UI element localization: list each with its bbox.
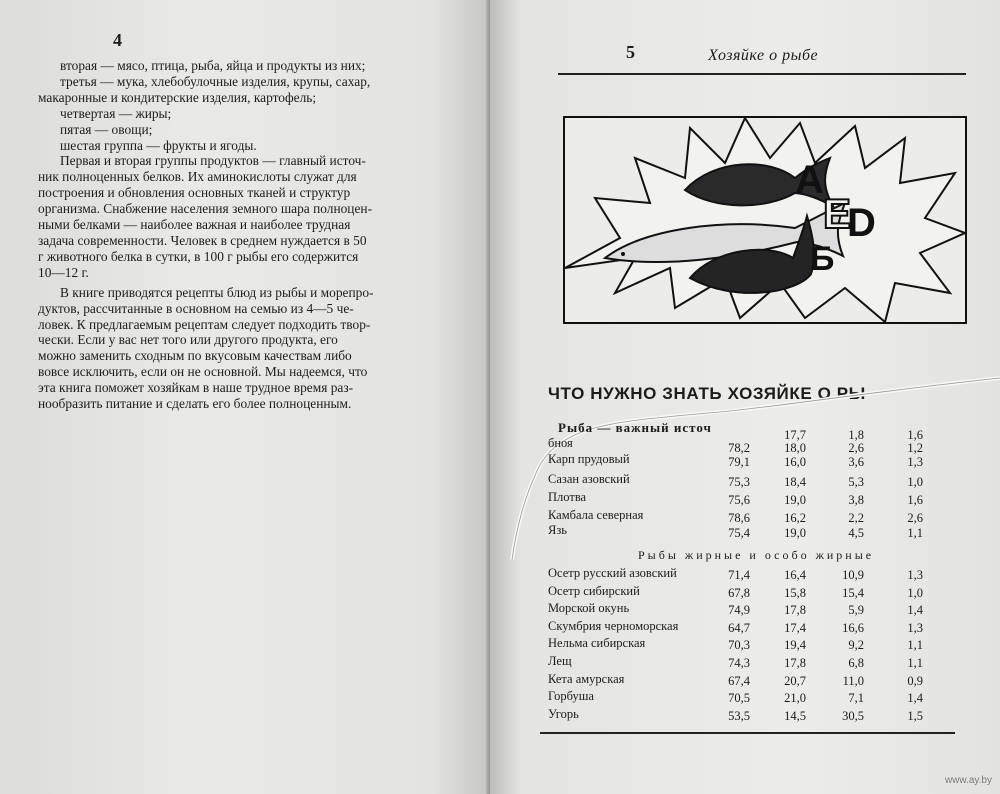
value-cell: 16,2: [784, 511, 806, 525]
fish-name-cell: Горбуша: [548, 689, 594, 704]
value-cell: 70,5: [728, 691, 750, 706]
right-page-number: 5: [626, 42, 635, 62]
section-title: ЧТО НУЖНО ЗНАТЬ ХОЗЯЙКЕ О РЫ: [548, 384, 866, 403]
value-cell: 1,3: [907, 568, 923, 582]
table-header-partial: Рыба — важный источ: [558, 420, 712, 435]
table-row: [548, 583, 968, 602]
value-cell: 11,0: [842, 673, 864, 688]
value-cell: 16,4: [784, 568, 806, 582]
table-row: [548, 706, 968, 725]
right-page: [490, 0, 1000, 794]
letter-b: Б: [810, 240, 835, 278]
value-cell: 1,8: [848, 428, 864, 442]
fish-illustration: [565, 118, 965, 322]
body-line: можно заменить сходным по вкусовым качествам либо: [38, 348, 352, 364]
value-cell: 53,5: [728, 708, 750, 723]
value-cell: 70,3: [728, 638, 750, 653]
fish-name-cell: Морской окунь: [548, 601, 630, 616]
body-line: ловек. К предлагаемым рецептам следует подходить твор-: [38, 316, 371, 332]
value-cell: 1,5: [907, 708, 923, 723]
value-cell: 18,0: [784, 441, 806, 455]
value-cell: 74,9: [728, 603, 750, 618]
table-subheading: Рыбы жирные и особо жирные: [638, 548, 875, 562]
table-row: [548, 523, 968, 542]
table-row: [548, 691, 968, 707]
body-line: В книге приводятся рецепты блюд из рыбы и морепро-: [60, 284, 374, 300]
value-cell: 19,0: [784, 526, 806, 540]
fish-name-cell: Плотва: [548, 490, 587, 504]
value-cell: 6,8: [848, 656, 864, 670]
body-line: шестая группа — фрукты и ягоды.: [60, 137, 257, 153]
header-rule: [558, 73, 966, 75]
letter-d: D: [847, 201, 876, 245]
value-cell: 14,5: [784, 708, 806, 723]
letter-e: Е: [823, 190, 852, 237]
body-line: Первая и вторая группы продуктов — главный источ-: [60, 153, 366, 169]
body-line: построения и обновления основных тканей и структур: [38, 185, 351, 201]
value-cell: 1,3: [907, 455, 923, 469]
running-title: Хозяйке о рыбе: [708, 47, 819, 64]
body-line: чески. Если у вас нет того или другого продукта, его: [38, 332, 338, 348]
body-line: организма. Снабжение населения земного шара полноцен-: [38, 201, 373, 217]
fish-name-cell: Лещ: [548, 654, 572, 668]
value-cell: 19,4: [784, 638, 806, 653]
value-cell: 1,1: [907, 638, 923, 653]
value-cell: 7,1: [848, 691, 864, 706]
value-cell: 30,5: [842, 708, 864, 723]
value-cell: 16,6: [842, 620, 864, 635]
value-cell: 1,2: [907, 441, 923, 455]
value-cell: 1,0: [907, 475, 923, 489]
table-row: [548, 638, 968, 654]
value-cell: 1,4: [907, 603, 923, 618]
value-cell: 1,3: [907, 620, 923, 635]
table-row: [548, 490, 968, 509]
value-cell: 17,8: [784, 656, 806, 670]
value-cell: 1,1: [907, 526, 923, 540]
value-cell: 15,8: [784, 585, 806, 600]
value-cell: 4,5: [848, 526, 864, 540]
table-bottom-rule: [540, 732, 955, 734]
table-row: [548, 452, 968, 471]
value-cell: 17,8: [784, 603, 806, 618]
table-row: [548, 472, 968, 491]
fish-name-cell: Кета амурская: [548, 671, 625, 686]
value-cell: 10,9: [842, 568, 864, 582]
fish-name-cell: Угорь: [548, 706, 579, 721]
body-line: вторая — мясо, птица, рыба, яйца и продукты из них;: [60, 58, 366, 73]
value-cell: 16,0: [784, 455, 806, 469]
value-cell: 79,1: [728, 455, 750, 469]
value-cell: 2,6: [848, 441, 864, 455]
value-cell: 1,6: [907, 428, 923, 442]
body-line: нообразить питание и сделать его более полноценным.: [38, 396, 352, 412]
body-line: г животного белка в сутки, в 100 г рыбы его содержится: [38, 248, 359, 264]
fish-name-cell: Осетр русский азовский: [548, 566, 677, 580]
value-cell: 20,7: [784, 673, 806, 688]
fish-name-cell: Скумбрия черноморская: [548, 618, 679, 633]
body-line: дуктов, рассчитанные в основном на семью из 4—5 че-: [38, 300, 354, 316]
table-row: [548, 603, 968, 619]
value-cell: 1,6: [907, 493, 923, 507]
value-cell: 3,8: [848, 493, 864, 507]
body-line: 10—12 г.: [38, 264, 89, 280]
value-cell: 17,4: [784, 620, 806, 635]
body-line: четвертая — жиры;: [60, 105, 172, 121]
value-cell: 67,4: [728, 673, 750, 688]
fish-illustration-banner: [563, 116, 967, 324]
value-cell: 2,6: [907, 511, 923, 525]
table-row: [548, 568, 968, 584]
fish-name-cell: Камбала северная: [548, 508, 644, 522]
table-row: [548, 618, 968, 637]
table-row: [548, 671, 968, 690]
body-line: вовсе исключить, если он не основной. Мы надеемся, что: [38, 364, 368, 380]
value-cell: 75,4: [728, 526, 750, 540]
fish-name-cell: Карп прудовый: [548, 452, 630, 466]
body-line: ными белками — наиболее важная и наиболее трудная: [38, 217, 351, 233]
value-cell: 5,9: [848, 603, 864, 618]
value-cell: 3,6: [848, 455, 864, 469]
value-cell: 1,0: [907, 585, 923, 600]
value-cell: 74,3: [728, 656, 750, 670]
value-cell: 75,3: [728, 475, 750, 489]
fish-name-cell: Сазан азовский: [548, 472, 630, 486]
value-cell: 71,4: [728, 568, 750, 582]
value-cell: 78,2: [728, 441, 750, 455]
body-line: макаронные и кондитерские изделия, картофель;: [38, 89, 317, 105]
value-cell: 0,9: [907, 673, 923, 688]
letter-a: А: [795, 158, 824, 202]
body-line: ник полноценных белков. Их аминокислоты служат для: [38, 169, 357, 185]
value-cell: 5,3: [848, 475, 864, 489]
table-row: [548, 508, 968, 527]
value-cell: 21,0: [784, 691, 806, 706]
value-cell: 78,6: [728, 511, 750, 525]
value-cell: 15,4: [842, 585, 864, 600]
body-line: третья — мука, хлебобулочные изделия, крупы, сахар,: [60, 73, 371, 89]
value-cell: 67,8: [728, 585, 750, 600]
body-line: эта книга поможет хозяйкам в наше трудное время раз-: [38, 380, 354, 396]
left-page-number: 4: [113, 30, 122, 50]
value-cell: 18,4: [784, 475, 806, 489]
fish-name-cell: Нельма сибирская: [548, 636, 646, 651]
value-cell: 9,2: [848, 638, 864, 653]
body-line: пятая — овощи;: [60, 121, 153, 137]
value-cell: 75,6: [728, 493, 750, 507]
value-cell: 1,1: [907, 656, 923, 670]
fish-name-cell: бноя: [548, 436, 573, 450]
value-cell: 1,4: [907, 691, 923, 706]
watermark: www.ay.by: [944, 775, 992, 786]
value-cell: 2,2: [848, 511, 864, 525]
fish-name-cell: Язь: [548, 523, 567, 537]
value-cell: 19,0: [784, 493, 806, 507]
body-line: задача современности. Человек в среднем нуждается в 50: [38, 232, 367, 248]
left-page: [0, 0, 490, 794]
value-cell: 17,7: [784, 428, 806, 442]
fish-name-cell: Осетр сибирский: [548, 583, 640, 598]
value-cell: 64,7: [728, 620, 750, 635]
table-row: [548, 656, 968, 672]
left-page-body: [38, 58, 458, 412]
